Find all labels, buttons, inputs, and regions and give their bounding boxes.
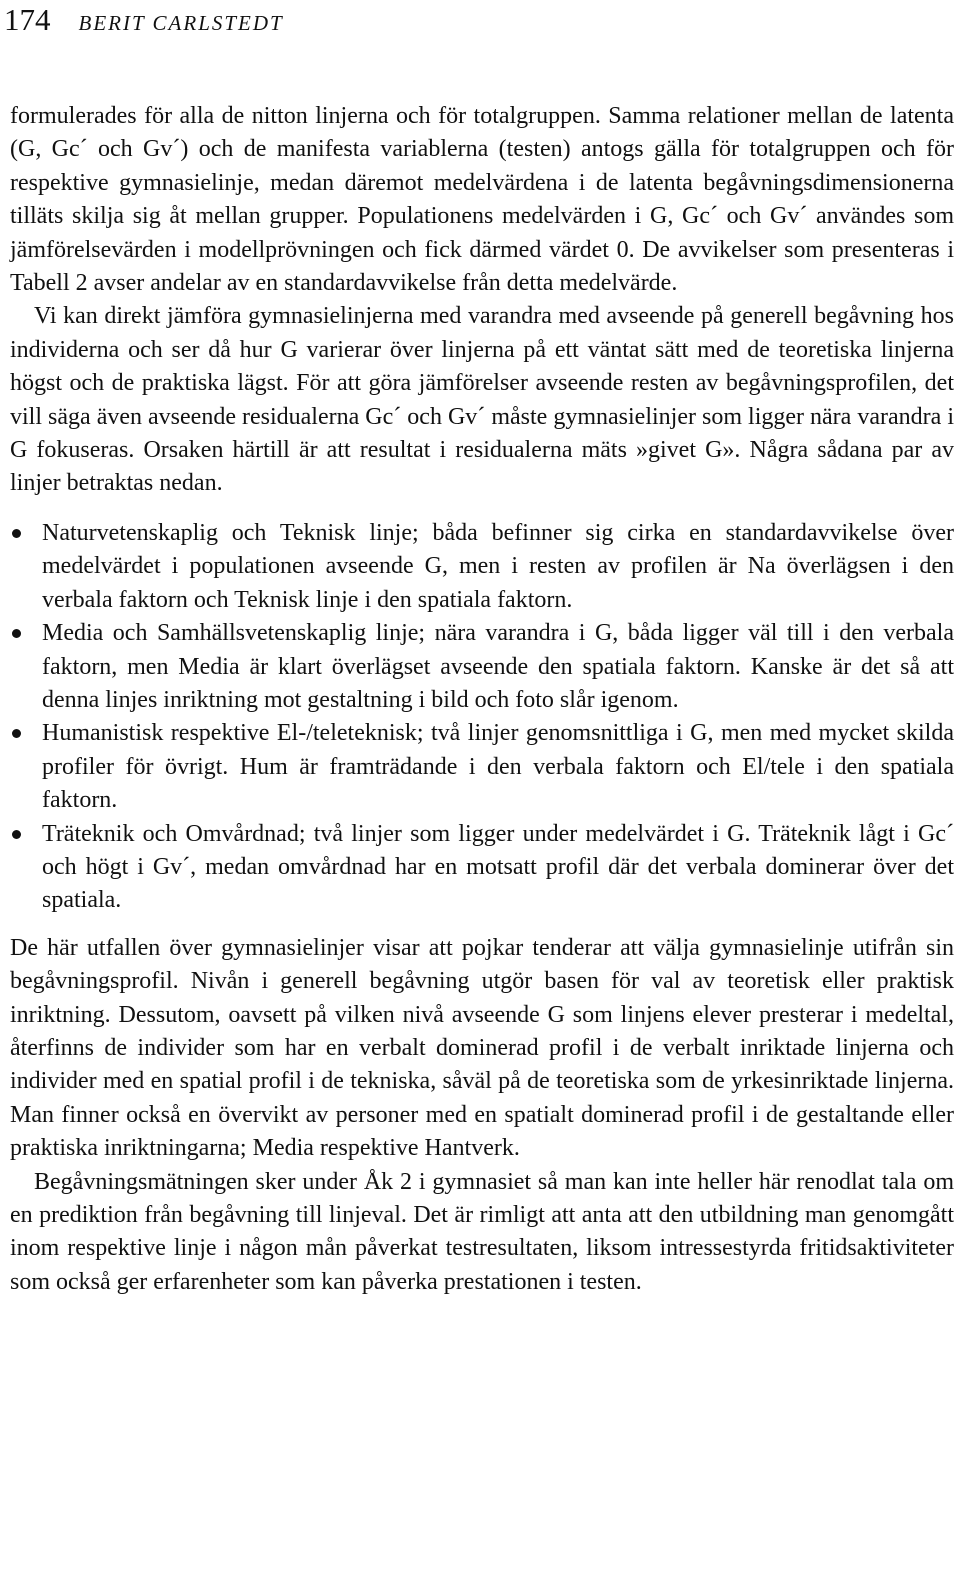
bullet-icon (12, 629, 21, 638)
list-item (10, 517, 954, 617)
list-item (10, 818, 954, 918)
paragraph: Begåvningsmätningen sker under Åk 2 i gymnasiet så man kan inte heller här renodlat tala om en prediktion från begåvning till linjeval. Det är rimligt att anta att den utbildning man genomgått inom respektive linje i någon mån påverkat testresultaten, liksom intressestyrda fritidsaktiviteter som också ger erfarenheter som kan påverka prestationen i testen. (10, 1168, 954, 1295)
bullet-icon (12, 830, 21, 839)
list-item (10, 617, 954, 717)
page-number: 174 (4, 2, 51, 37)
list-item-text: Humanistisk respektive El-/teleteknisk; två linjer genomsnittliga i G, men med mycket skilda profiler för övrigt. Hum är framträdande i den verbala faktorn och El/tele i den spatiala faktorn. (42, 720, 954, 814)
list-item-text: Media och Samhällsvetenskaplig linje; nära varandra i G, båda ligger väl till i den verbala faktorn, men Media är klart överlägset avseende den spatiala faktorn. Kanske är det så att denna linjes inriktning mot gestaltning i bild och foto slår igenom. (42, 620, 954, 713)
paragraph: formulerades för alla de nitton linjerna och för totalgruppen. Samma relationer mellan de latenta (G, Gc´ och Gv´) och de manifesta variablerna (testen) antogs gälla för totalgruppen och för respektive gymnasielinje, medan däremot medelvärdena i de latenta begåvningsdimensionerna tilläts skilja sig åt mellan grupper. Populationens medelvärden i G, Gc´ och Gv´ användes som jämförelsevärden i modellprövningen och fick därmed värdet 0. De avvikelser som presenteras i Tabell 2 avser andelar av en standardavvikelse från detta medelvärde. (10, 103, 954, 297)
bullet-list (10, 517, 954, 918)
running-title: BERIT CARLSTEDT (78, 11, 284, 35)
list-item-text: Naturvetenskaplig och Teknisk linje; båda befinner sig cirka en standardavvikelse över medelvärdet i populationen avseende G, men i resten av profilen är Na överlägsen i den verbala faktorn och Teknisk linje i den spatiala faktorn. (42, 519, 954, 613)
body-text (10, 100, 954, 1299)
running-head (0, 0, 284, 40)
paragraph: De här utfallen över gymnasielinjer visar att pojkar tenderar att välja gymnasielinje utifrån sin begåvningsprofil. Nivån i generell begåvning utgör basen för val av teoretisk eller praktisk inriktning. Dessutom, oavsett på vilken nivå avseende G som linjens elever presterar i medeltal, återfinns de individer som har en verbalt dominerad profil i de verbalt inriktade linjerna och individer med en spatial profil i de tekniska, såväl på de teoretiska som de yrkesinriktade linjerna. Man finner också en övervikt av personer med en spatialt dominerad profil i de gestaltande eller praktiska inriktningarna; Media respektive Hantverk. (10, 934, 954, 1162)
list-item (10, 717, 954, 817)
paragraph: Vi kan direkt jämföra gymnasielinjerna med varandra med avseende på generell begåvning hos individerna och ser då hur G varierar över linjerna på ett väntat sätt med de teoretiska linjerna högst och de praktiska lägst. För att göra jämförelser avseende resten av begåvningsprofilen, det vill säga även avseende residualerna Gc´ och Gv´ måste gymnasielinjer som ligger nära varandra i G fokuseras. Orsaken härtill är att resultat i residualerna mäts »givet G». Några sådana par av linjer betraktas nedan. (10, 303, 954, 497)
list-item-text: Träteknik och Omvårdnad; två linjer som ligger under medelvärdet i G. Träteknik lågt i Gc´ och högt i Gv´, medan omvårdnad har en motsatt profil där det verbala dominerar över det spatiala. (42, 820, 954, 914)
bullet-icon (12, 529, 21, 538)
bullet-icon (12, 729, 21, 738)
